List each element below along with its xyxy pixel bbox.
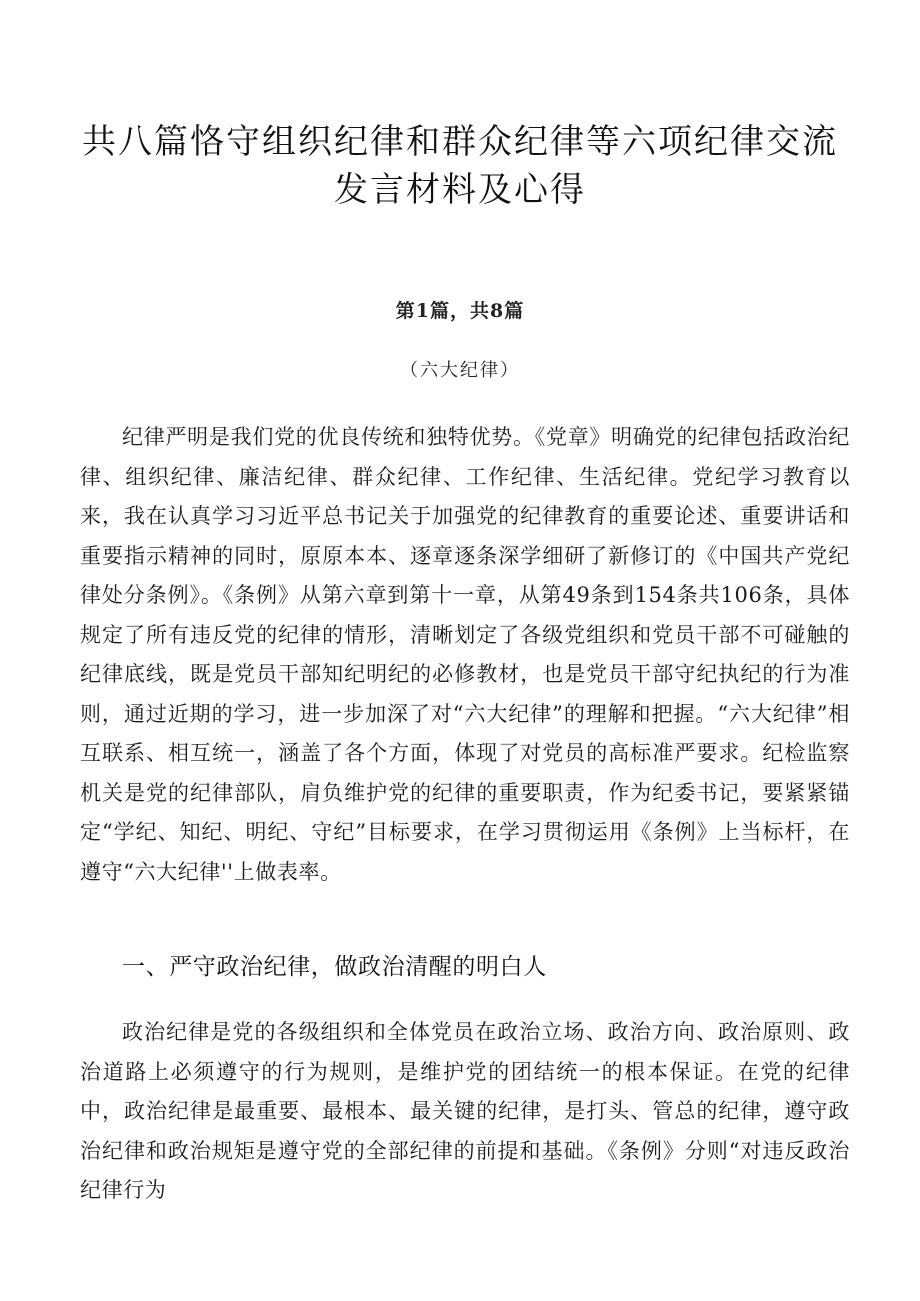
body-paragraph: 政治纪律是党的各级组织和全体党员在政治立场、政治方向、政治原则、政治道路上必须遵守的行为规则，是维护党的团结统一的根本保证。在党的纪律中，政治纪律是最重要、最根本、最关键的纪律，是打头、管总的纪律，遵守政治纪律和政治规矩是遵守党的全部纪律的前提和基础。《条例》分则“对违反政治纪律行为	[80, 1020, 850, 1202]
section-heading: 一、严守政治纪律，做政治清醒的明白人	[122, 954, 547, 980]
document-title: 共八篇恪守组织纪律和群众纪律等六项纪律交流发言材料及心得	[82, 122, 838, 210]
body-paragraph: 纪律严明是我们党的优良传统和独特优势。《党章》明确党的纪律包括政治纪律、组织纪律、廉洁纪律、群众纪律、工作纪律、生活纪律。党纪学习教育以来，我在认真学习习近平总书记关于加强党的纪律教育的重要论述、重要讲话和重要指示精神的同时，原原本本、逐章逐条深学细研了新修订的《中国共产党纪律处分条例》。《条例》从第六章到第十一章，从第49条到154条共106条，具体规定了所有违反党的纪律的情形，清晰划定了各级党组织和党员干部不可碰触的纪律底线，既是党员干部知纪明纪的必修教材，也是党员干部守纪执纪的行为准则，通过近期的学习，进一步加深了对“六大纪律”的理解和把握。“六大纪律”相互联系、相互统一，涵盖了各个方面，体现了对党员的高标准严要求。纪检监察机关是党的纪律部队，肩负维护党的纪律的重要职责，作为纪委书记，要紧紧锚定“学纪、知纪、明纪、守纪”目标要求，在学习贯彻运用《条例》上当标杆，在遵守“六大纪律''上做表率。	[80, 425, 850, 884]
document-subtitle: （六大纪律）	[400, 360, 520, 381]
part-label: 第1篇，共8篇	[395, 300, 525, 322]
